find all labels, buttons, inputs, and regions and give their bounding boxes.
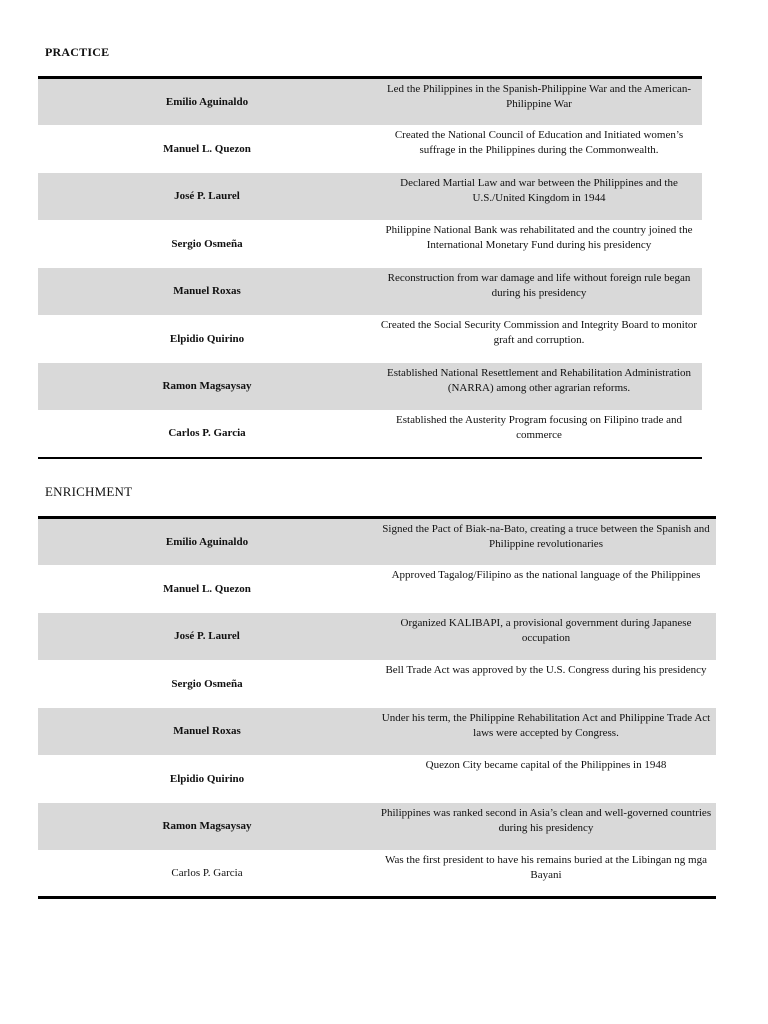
president-achievement: Organized KALIBAPI, a provisional government during Japanese occupation [376, 613, 716, 661]
table-row [38, 755, 716, 803]
president-name: Ramon Magsaysay [38, 363, 376, 411]
president-name: Elpidio Quirino [169, 772, 245, 785]
enrichment-heading: ENRICHMENT [45, 484, 133, 499]
president-achievement: Bell Trade Act was approved by the U.S. Congress during his presidency [385, 664, 707, 676]
president-achievement: Quezon City became capital of the Philippines in 1948 [425, 759, 667, 771]
president-achievement: Established the Austerity Program focusing on Filipino trade and commerce [396, 414, 682, 441]
practice-table [38, 76, 702, 459]
table-row [38, 850, 716, 898]
president-achievement: Signed the Pact of Biak-na-Bato, creating a truce between the Spanish and Philippine revolutionaries [376, 518, 716, 566]
president-name: Carlos P. Garcia [171, 867, 243, 879]
table-row [38, 518, 716, 566]
enrichment-table [38, 516, 716, 899]
practice-heading: PRACTICE [45, 45, 110, 59]
table-row [38, 803, 716, 851]
table-row [38, 315, 702, 363]
table-row [38, 268, 702, 316]
table-row [38, 220, 702, 268]
president-name: José P. Laurel [38, 613, 376, 661]
president-name: Sergio Osmeña [171, 237, 243, 250]
president-name: Manuel Roxas [38, 268, 376, 316]
president-name: Emilio Aguinaldo [38, 78, 376, 126]
table-row [38, 613, 716, 661]
president-name: Carlos P. Garcia [168, 427, 246, 440]
table-row [38, 708, 716, 756]
president-name: Elpidio Quirino [169, 332, 245, 345]
table-row [38, 363, 702, 411]
president-achievement: Under his term, the Philippine Rehabilitation Act and Philippine Trade Act laws were accepted by Congress. [376, 708, 716, 756]
president-name: Ramon Magsaysay [38, 803, 376, 851]
president-achievement: Declared Martial Law and war between the Philippines and the U.S./United Kingdom in 1944 [376, 173, 702, 221]
table-row [38, 78, 702, 126]
table-row [38, 173, 702, 221]
table-row [38, 410, 702, 458]
president-name: Sergio Osmeña [171, 677, 243, 690]
president-name: Manuel Roxas [38, 708, 376, 756]
president-achievement: Reconstruction from war damage and life without foreign rule began during his presidency [376, 268, 702, 316]
table-row [38, 565, 716, 613]
president-achievement: Philippine National Bank was rehabilitated and the country joined the International Monetary Fund during his presidency [385, 224, 693, 251]
president-achievement: Philippines was ranked second in Asia’s clean and well-governed countries during his presidency [376, 803, 716, 851]
table-row [38, 660, 716, 708]
president-achievement: Created the Social Security Commission and Integrity Board to monitor graft and corruption. [380, 319, 698, 346]
president-name: Manuel L. Quezon [163, 582, 251, 595]
president-achievement: Established National Resettlement and Rehabilitation Administration (NARRA) among other agrarian reforms. [376, 363, 702, 411]
president-name: Emilio Aguinaldo [38, 518, 376, 566]
president-achievement: Was the first president to have his remains buried at the Libingan ng mga Bayani [384, 854, 707, 881]
table-row [38, 125, 702, 173]
president-name: José P. Laurel [38, 173, 376, 221]
president-achievement: Led the Philippines in the Spanish-Philippine War and the American-Philippine War [376, 78, 702, 126]
president-achievement: Created the National Council of Education and Initiated women’s suffrage in the Philippines during the Commonwealth. [394, 129, 684, 156]
president-achievement: Approved Tagalog/Filipino as the national language of the Philippines [391, 569, 701, 581]
president-name: Manuel L. Quezon [163, 142, 251, 155]
